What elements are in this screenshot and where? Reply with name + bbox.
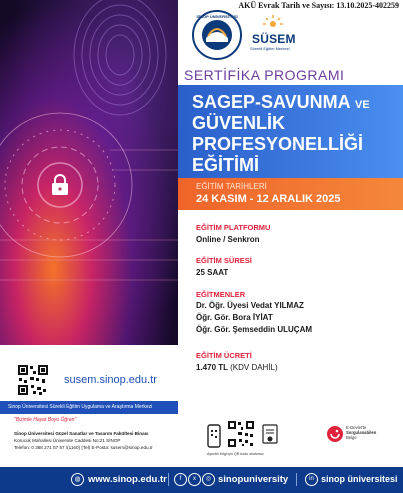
trainer-name: Öğr. Gör. Bora İYİAT	[196, 313, 273, 322]
edevlet-badge	[326, 421, 388, 449]
fee-note: (KDV DAHİL)	[230, 363, 278, 372]
website-url[interactable]: susem.sinop.edu.tr	[64, 374, 157, 386]
course-title-line-3: PROFESYONELLİĞİ	[192, 134, 364, 154]
duration-label: EĞİTİM SÜRESİ	[196, 256, 252, 265]
course-title-ve: VE	[355, 99, 370, 111]
instagram-icon[interactable]: ◎	[202, 473, 215, 486]
address-title: Sinop Üniversitesi Güzel Sanatlar ve Tasarım Fakültesi Binası	[14, 431, 149, 436]
phone-scan-icon	[207, 424, 221, 448]
course-title-line-4: EĞİTİMİ	[192, 155, 259, 175]
susem-subtitle: Sürekli Eğitim Merkezi	[250, 46, 290, 51]
center-name-bar	[0, 401, 178, 414]
slogan: "Bizimle Hayat Boyu Öğren"	[14, 417, 77, 423]
center-name: Sinop Üniversitesi Sürekli Eğitim Uygulama ve Araştırma Merkezi	[8, 404, 153, 410]
sinop-university-logo	[192, 10, 242, 60]
info-qr-code[interactable]	[227, 420, 255, 448]
fee-label: EĞİTİM ÜCRETİ	[196, 351, 252, 360]
facebook-icon[interactable]: f	[174, 473, 187, 486]
dates-band	[178, 178, 403, 210]
fee-value	[196, 363, 278, 372]
qr-code[interactable]	[16, 363, 50, 397]
dates-label: EĞİTİM TARİHLERİ	[196, 182, 267, 191]
footer-linkedin[interactable]: sinop üniversitesi	[321, 474, 398, 484]
phone-email-line: Telefon: 0 368 271 57 57 /(1160) (Tel) E-Posta: susem@sinop.edu.tr	[14, 445, 153, 450]
certificate-icon	[262, 424, 278, 446]
sinop-logo-text: SİNOP ÜNİVERSİTESİ	[196, 14, 238, 19]
course-title-line-2: GÜVENLİK	[192, 113, 286, 133]
susem-brand: SÜSEM	[252, 32, 296, 46]
linkedin-icon[interactable]: in	[305, 473, 318, 486]
globe-icon: ◍	[71, 473, 84, 486]
footer-website[interactable]: www.sinop.edu.tr	[88, 474, 167, 485]
address-line: Korucuk Mahallesi Üniversite Caddesi No:21 SİNOP	[14, 438, 121, 443]
footer-bar	[0, 467, 403, 493]
footer-separator	[296, 473, 297, 486]
program-title: SERTİFİKA PROGRAMI	[184, 67, 345, 83]
edevlet-line-2: Sorgulanabilen	[346, 430, 377, 435]
course-title-main: SAGEP-SAVUNMA	[192, 92, 351, 112]
qr-caption: Ayrıntılı bilgi için QR kodu okutunuz	[207, 452, 264, 456]
trainers-label: EĞİTMENLER	[196, 290, 246, 299]
edevlet-text	[346, 425, 376, 440]
fee-amount: 1.470 TL	[196, 363, 228, 372]
trainer-name: Dr. Öğr. Üyesi Vedat YILMAZ	[196, 301, 304, 310]
duration-value: 25 SAAT	[196, 268, 229, 277]
edevlet-line-1: E-Devlet'te	[346, 425, 367, 430]
platform-label: EĞİTİM PLATFORMU	[196, 223, 271, 232]
footer-separator	[168, 473, 169, 486]
x-icon[interactable]: x	[188, 473, 201, 486]
course-title-band	[178, 85, 403, 178]
susem-logo	[248, 14, 298, 56]
platform-value: Online / Senkron	[196, 235, 260, 244]
footer-social-handle[interactable]: sinopuniversity	[218, 474, 289, 485]
document-stamp: AKÜ Evrak Tarih ve Sayısı: 13.10.2025-402259	[238, 1, 399, 10]
course-title-line-1	[192, 93, 370, 114]
hero-cyber-image	[0, 0, 178, 345]
edevlet-line-3: Belge	[346, 435, 357, 440]
trainer-name: Öğr. Gör. Şemseddin ULUÇAM	[196, 325, 313, 334]
dates-value: 24 KASIM - 12 ARALIK 2025	[196, 193, 341, 205]
